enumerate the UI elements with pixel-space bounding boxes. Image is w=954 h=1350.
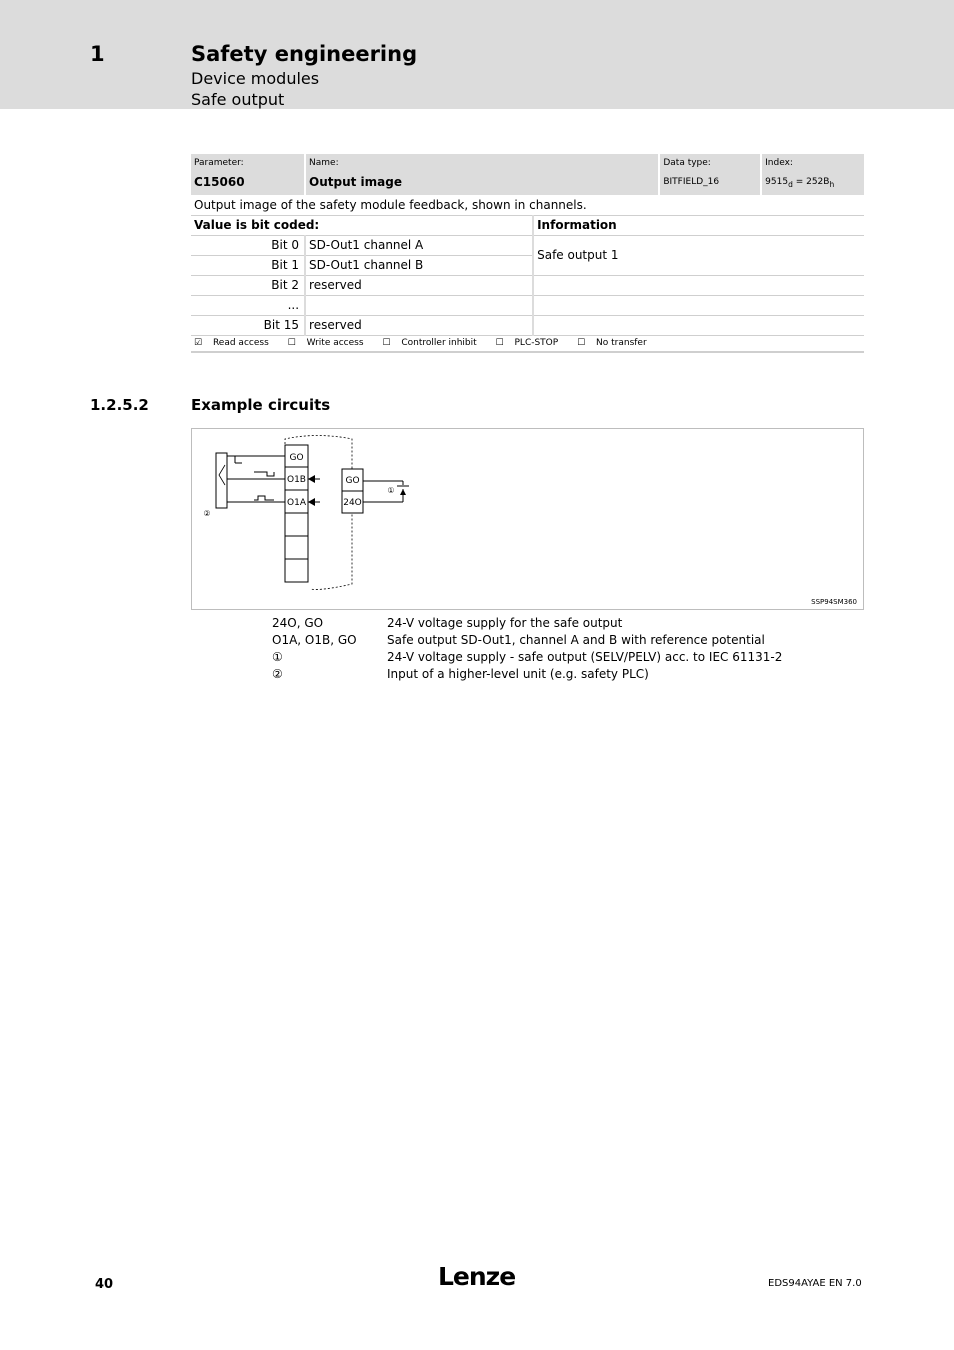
bit-number: Bit 2 bbox=[191, 276, 305, 296]
parameter-description: Output image of the safety module feedback, shown in channels. bbox=[191, 195, 864, 216]
terminal-o1a-label: O1A bbox=[287, 498, 306, 508]
column-header-row bbox=[191, 216, 864, 236]
terminal-block-left bbox=[285, 445, 308, 582]
index-label: Index: bbox=[765, 158, 793, 168]
marker-1: ① bbox=[387, 486, 395, 495]
chapter-number: 1 bbox=[90, 42, 105, 66]
col-value-header: Value is bit coded: bbox=[191, 216, 533, 236]
table-row bbox=[191, 236, 864, 256]
lenze-logo: Lenze bbox=[438, 1262, 516, 1291]
marker-2: ② bbox=[203, 509, 211, 518]
terminal-go-right-label: GO bbox=[345, 476, 360, 486]
param-label: Parameter: bbox=[194, 158, 244, 168]
checkbox-empty-icon: ☐ bbox=[287, 338, 296, 348]
page-header bbox=[0, 0, 954, 109]
plc-input-block bbox=[216, 453, 227, 508]
description-row bbox=[191, 195, 864, 216]
chapter-title: Safety engineering bbox=[191, 42, 418, 66]
index-eq: = 252B bbox=[792, 177, 830, 187]
supply-arrow bbox=[400, 489, 406, 495]
bit-info bbox=[533, 296, 864, 316]
table-row bbox=[191, 276, 864, 296]
name-value: Output image bbox=[309, 175, 403, 189]
checkbox-empty-icon: ☐ bbox=[495, 338, 504, 348]
access-flags bbox=[191, 336, 864, 353]
table-row bbox=[191, 316, 864, 336]
legend-row bbox=[272, 615, 782, 632]
legend-row bbox=[272, 632, 782, 649]
bit-description: SD-Out1 channel A bbox=[305, 236, 533, 256]
access-read: ☑ Read access bbox=[194, 338, 269, 348]
checkbox-empty-icon: ☐ bbox=[577, 338, 586, 348]
parameter-header-row bbox=[191, 154, 864, 195]
terminal-o1b-label: O1B bbox=[287, 475, 306, 485]
subtitle-safe-output: Safe output bbox=[191, 90, 285, 109]
bit-number: Bit 1 bbox=[191, 256, 305, 276]
bit-info bbox=[533, 276, 864, 296]
legend-value: Input of a higher-level unit (e.g. safety PLC) bbox=[387, 667, 649, 681]
checkbox-checked-icon: ☑ bbox=[194, 338, 203, 348]
wiring bbox=[227, 456, 409, 502]
access-controller-inhibit: ☐ Controller inhibit bbox=[382, 338, 477, 348]
legend-row bbox=[272, 666, 782, 683]
datatype-label: Data type: bbox=[663, 158, 711, 168]
subtitle-device-modules: Device modules bbox=[191, 69, 320, 88]
legend-key: 24O, GO bbox=[272, 616, 324, 630]
access-no-transfer: ☐ No transfer bbox=[577, 338, 647, 348]
bit-number: Bit 15 bbox=[191, 316, 305, 336]
bit-info bbox=[533, 316, 864, 336]
legend-key: ② bbox=[272, 667, 283, 681]
access-plc-stop: ☐ PLC-STOP bbox=[495, 338, 559, 348]
legend-value: 24-V voltage supply - safe output (SELV/PELV) acc. to IEC 61131-2 bbox=[387, 650, 783, 664]
legend-key: ① bbox=[272, 650, 283, 664]
section-number: 1.2.5.2 bbox=[90, 396, 149, 414]
index-value bbox=[765, 172, 861, 195]
name-label: Name: bbox=[309, 158, 339, 168]
index-cell bbox=[761, 154, 864, 195]
page-number: 40 bbox=[95, 1277, 114, 1292]
access-write: ☐ Write access bbox=[287, 338, 364, 348]
index-dec-sub: d bbox=[788, 179, 793, 189]
bit-description: reserved bbox=[305, 316, 533, 336]
index-dec: 9515 bbox=[765, 177, 789, 187]
index-hex-sub: h bbox=[829, 179, 835, 189]
datatype-cell bbox=[659, 154, 761, 195]
table-row bbox=[191, 296, 864, 316]
bit-description bbox=[305, 296, 533, 316]
figure-code: SSP94SM360 bbox=[811, 598, 857, 606]
param-cell bbox=[191, 154, 305, 195]
bit-info: Safe output 1 bbox=[533, 236, 864, 276]
circuit-diagram bbox=[192, 429, 863, 609]
param-value: C15060 bbox=[194, 175, 245, 189]
section-title: Example circuits bbox=[191, 396, 331, 414]
legend-value: 24-V voltage supply for the safe output bbox=[387, 616, 623, 630]
legend-row bbox=[272, 649, 782, 666]
name-cell bbox=[305, 154, 659, 195]
bit-description: reserved bbox=[305, 276, 533, 296]
access-row bbox=[191, 336, 864, 353]
legend-value: Safe output SD-Out1, channel A and B with reference potential bbox=[387, 633, 765, 647]
document-id: EDS94AYAE EN 7.0 bbox=[768, 1278, 862, 1289]
legend-key: O1A, O1B, GO bbox=[272, 633, 357, 647]
figure-legend bbox=[272, 615, 782, 683]
circuit-figure bbox=[191, 428, 864, 610]
signal-arrows bbox=[308, 475, 315, 506]
datatype-value: BITFIELD_16 bbox=[663, 177, 720, 187]
terminal-24o-label: 24O bbox=[343, 498, 362, 508]
bit-number: Bit 0 bbox=[191, 236, 305, 256]
checkbox-empty-icon: ☐ bbox=[382, 338, 391, 348]
col-info-header: Information bbox=[533, 216, 864, 236]
terminal-go-label: GO bbox=[289, 453, 304, 463]
bit-number: ... bbox=[191, 296, 305, 316]
bit-description: SD-Out1 channel B bbox=[305, 256, 533, 276]
parameter-table bbox=[191, 154, 864, 353]
